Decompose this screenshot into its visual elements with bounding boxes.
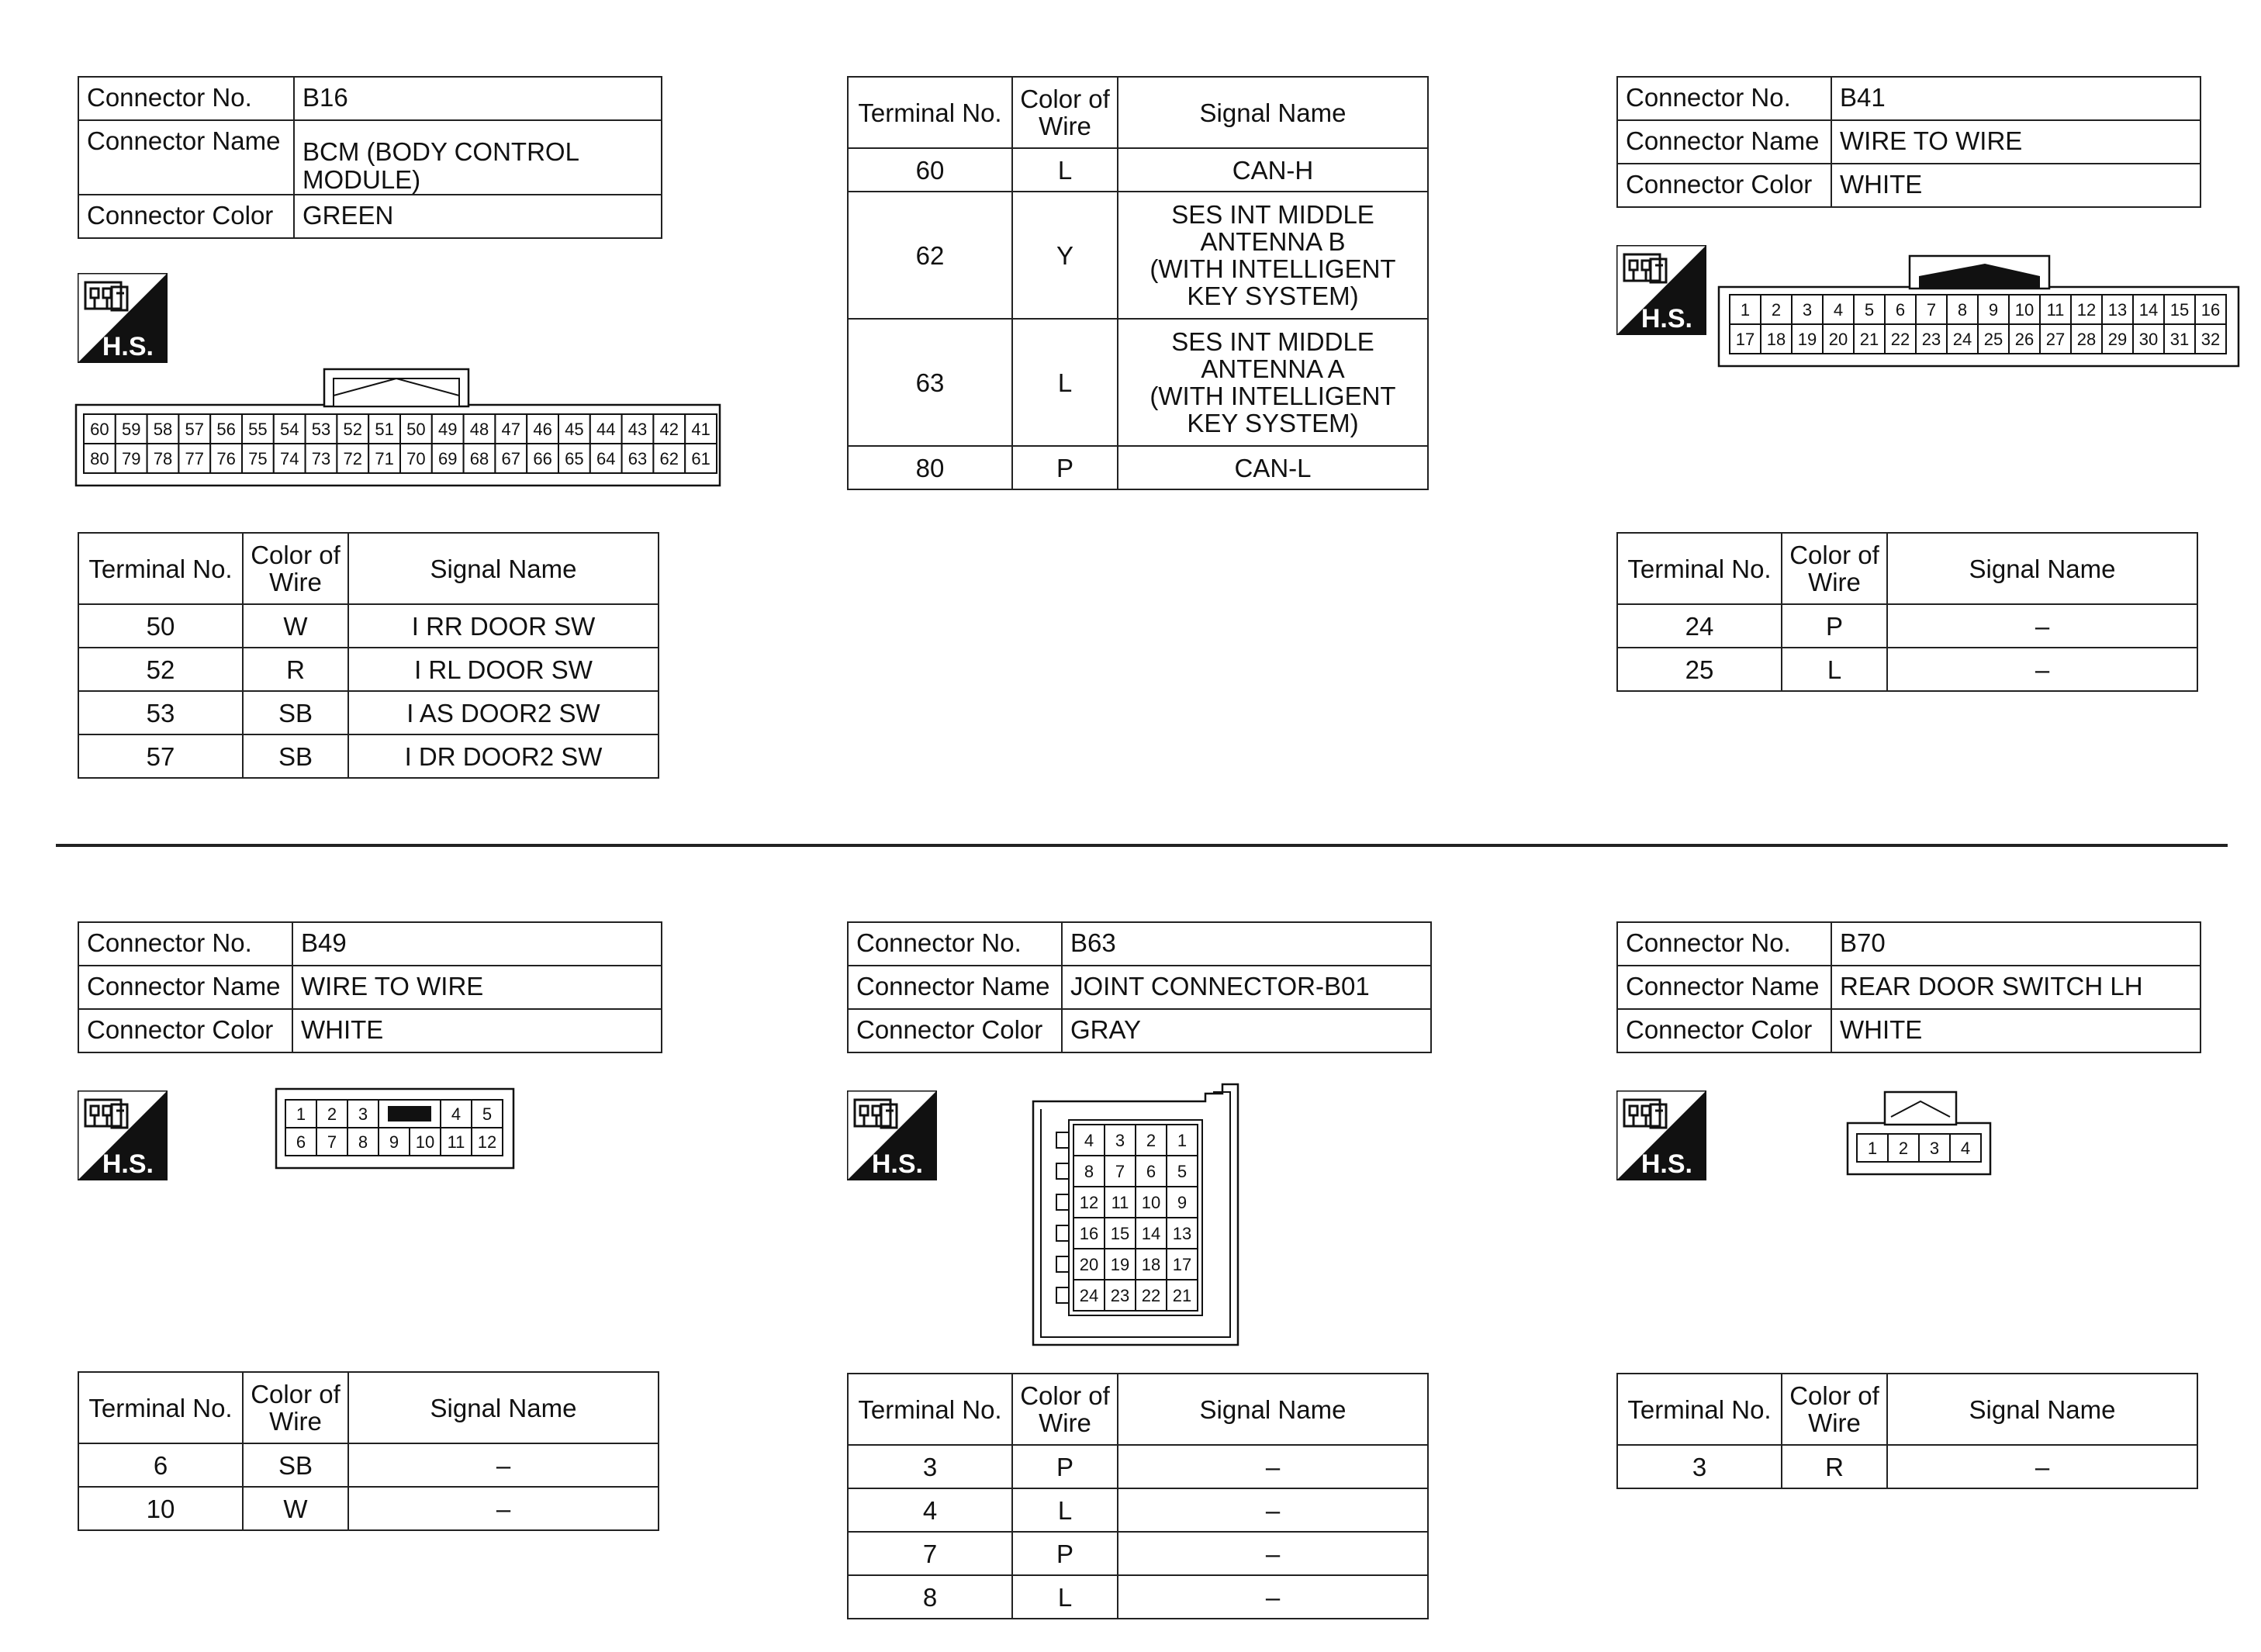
pin-label: 16 (2200, 299, 2221, 320)
table-row: 8 L – (848, 1575, 1428, 1619)
pin-label: 1 (296, 1104, 306, 1124)
pin-label: 15 (1110, 1223, 1130, 1243)
pin-label: 20 (1079, 1254, 1099, 1274)
table-row: 60 L CAN-H (848, 148, 1428, 192)
signal-name-header: Signal Name (348, 1372, 659, 1443)
connector-color-value: GREEN (294, 195, 662, 238)
terminal-no-header: Terminal No. (848, 1374, 1012, 1445)
pin-label: 6 (1895, 299, 1906, 320)
hs-label: H.S. (871, 1149, 923, 1179)
pin-label: 30 (2138, 329, 2159, 349)
pin-label: 18 (1766, 329, 1786, 349)
connector-color-label: Connector Color (1617, 164, 1831, 207)
signal-name-header: Signal Name (1118, 77, 1428, 148)
pin-label: 22 (1890, 329, 1910, 349)
pin-label: 20 (1828, 329, 1848, 349)
pin-label: 60 (90, 419, 109, 439)
table-row: 53 SB I AS DOOR2 SW (78, 691, 659, 734)
pin-label: 26 (2014, 329, 2035, 349)
pin-label: 72 (343, 448, 363, 468)
pin-label: 67 (501, 448, 521, 468)
pin-label: 13 (1172, 1223, 1192, 1243)
pin-label: 66 (533, 448, 552, 468)
pin-label: 21 (1172, 1285, 1192, 1305)
b16-terminal-table (78, 532, 659, 779)
pin-label: 54 (279, 419, 299, 439)
b16-terminal-table-continued (847, 76, 1429, 490)
table-row: 80 P CAN-L (848, 446, 1428, 489)
b41-connector-diagram (1717, 250, 2245, 374)
pin-label: 2 (1146, 1130, 1156, 1150)
b63-info-table (847, 921, 1432, 1053)
connector-name-label: Connector Name (78, 966, 292, 1009)
pin-label: 27 (2045, 329, 2066, 349)
pin-label: 2 (1771, 299, 1782, 320)
b16-connector-diagram (74, 365, 726, 489)
pin-label: 4 (1833, 299, 1844, 320)
pin-label: 9 (1177, 1192, 1188, 1212)
pin-label: 7 (1926, 299, 1937, 320)
pin-label: 61 (691, 448, 710, 468)
pin-label: 17 (1735, 329, 1755, 349)
pin-label: 64 (596, 448, 616, 468)
b41-terminal-table (1616, 532, 2198, 692)
pin-label: 1 (1740, 299, 1751, 320)
connector-no-value: B70 (1831, 922, 2200, 966)
connector-name-value: JOINT CONNECTOR-B01 (1062, 966, 1431, 1009)
table-row: 57 SB I DR DOOR2 SW (78, 734, 659, 778)
pin-label: 24 (1952, 329, 1972, 349)
pin-label: 7 (327, 1132, 337, 1152)
connector-name-value: WIRE TO WIRE (1831, 120, 2200, 164)
connector-no-label: Connector No. (1617, 77, 1831, 120)
table-row: 25 L – (1617, 648, 2197, 691)
pin-label: 23 (1110, 1285, 1130, 1305)
hs-icon (1616, 1090, 1706, 1180)
pin-label: 50 (406, 419, 426, 439)
table-row: 10 W – (78, 1487, 659, 1530)
table-row: 52 R I RL DOOR SW (78, 648, 659, 691)
terminal-no-header: Terminal No. (1617, 1374, 1782, 1445)
pin-label: 6 (296, 1132, 306, 1152)
pin-label: 16 (1079, 1223, 1099, 1243)
pin-label: 3 (1802, 299, 1813, 320)
table-row: 6 SB – (78, 1443, 659, 1487)
pin-label: 9 (389, 1132, 399, 1152)
table-row: 24 P – (1617, 604, 2197, 648)
terminal-no-header: Terminal No. (848, 77, 1012, 148)
connector-name-label: Connector Name (848, 966, 1062, 1009)
signal-name-header: Signal Name (348, 533, 659, 604)
pin-label: 45 (565, 419, 584, 439)
b63-terminal-table (847, 1373, 1429, 1619)
connector-color-label: Connector Color (78, 1009, 292, 1052)
connector-color-label: Connector Color (848, 1009, 1062, 1052)
pin-label: 71 (375, 448, 394, 468)
pin-label: 52 (343, 419, 363, 439)
pin-label: 3 (358, 1104, 368, 1124)
pin-label: 19 (1797, 329, 1817, 349)
pin-label: 32 (2200, 329, 2221, 349)
b63-connector-diagram (1032, 1083, 1249, 1354)
pin-label: 4 (451, 1104, 462, 1124)
pin-label: 1 (1867, 1138, 1878, 1158)
pin-label: 79 (121, 448, 141, 468)
pin-label: 24 (1079, 1285, 1099, 1305)
color-of-wire-header: Color of Wire (243, 533, 348, 604)
pin-label: 57 (185, 419, 205, 439)
connector-color-label: Connector Color (1617, 1009, 1831, 1052)
hs-label: H.S. (102, 332, 154, 361)
pin-label: 5 (1864, 299, 1875, 320)
pin-label: 75 (248, 448, 268, 468)
connector-name-label: Connector Name (1617, 120, 1831, 164)
pin-label: 12 (1079, 1192, 1099, 1212)
pin-label: 4 (1084, 1130, 1094, 1150)
pin-label: 9 (1988, 299, 1999, 320)
section-divider (56, 844, 2228, 847)
hs-icon (847, 1090, 937, 1180)
pin-label: 43 (627, 419, 648, 439)
pin-label: 7 (1115, 1161, 1125, 1181)
pin-label: 10 (415, 1132, 435, 1152)
pin-label: 2 (1898, 1138, 1909, 1158)
connector-color-value: WHITE (1831, 1009, 2200, 1052)
connector-no-value: B41 (1831, 77, 2200, 120)
hs-label: H.S. (1640, 1149, 1692, 1179)
pin-label: 8 (1084, 1161, 1094, 1181)
pin-label: 3 (1929, 1138, 1940, 1158)
pin-label: 17 (1172, 1254, 1192, 1274)
pin-label: 56 (216, 419, 236, 439)
connector-no-label: Connector No. (1617, 922, 1831, 966)
b49-info-table (78, 921, 662, 1053)
b49-terminal-table (78, 1371, 659, 1531)
pin-label: 51 (375, 419, 394, 439)
pin-label: 5 (1177, 1161, 1188, 1181)
pin-label: 58 (153, 419, 173, 439)
connector-no-label: Connector No. (78, 922, 292, 966)
pin-label: 47 (501, 419, 521, 439)
pin-label: 19 (1110, 1254, 1130, 1274)
pin-label: 1 (1177, 1130, 1188, 1150)
pin-label: 53 (311, 419, 331, 439)
terminal-no-header: Terminal No. (78, 1372, 243, 1443)
table-row: 4 L – (848, 1488, 1428, 1532)
color-of-wire-header: Color of Wire (1782, 533, 1887, 604)
pin-label: 6 (1146, 1161, 1156, 1181)
pin-label: 62 (659, 448, 679, 468)
b49-connector-diagram (275, 1087, 523, 1173)
pin-label: 11 (2046, 299, 2065, 320)
pin-label: 73 (311, 448, 331, 468)
pin-label: 12 (477, 1132, 497, 1152)
connector-color-value: GRAY (1062, 1009, 1431, 1052)
connector-latch-inner (334, 378, 459, 406)
pin-label: 8 (358, 1132, 368, 1152)
connector-color-value: WHITE (292, 1009, 662, 1052)
signal-name-header: Signal Name (1887, 1374, 2197, 1445)
connector-no-value: B49 (292, 922, 662, 966)
b70-info-table (1616, 921, 2201, 1053)
b16-info-table (78, 76, 662, 239)
pin-label: 78 (153, 448, 173, 468)
pin-label: 5 (482, 1104, 493, 1124)
pin-label: 28 (2076, 329, 2097, 349)
pin-label: 69 (437, 448, 458, 468)
pin-label: 70 (406, 448, 426, 468)
connector-name-label: Connector Name (78, 120, 294, 195)
table-row: 3 R – (1617, 1445, 2197, 1488)
pin-label: 14 (2138, 299, 2159, 320)
pin-label: 2 (327, 1104, 337, 1124)
connector-color-label: Connector Color (78, 195, 294, 238)
pin-label: 23 (1921, 329, 1941, 349)
pin-label: 10 (1141, 1192, 1161, 1212)
pin-label: 3 (1115, 1130, 1125, 1150)
connector-name-label: Connector Name (1617, 966, 1831, 1009)
pin-label: 31 (2169, 329, 2190, 349)
pin-label: 65 (565, 448, 584, 468)
hs-icon (78, 1090, 168, 1180)
terminal-no-header: Terminal No. (78, 533, 243, 604)
pin-label: 4 (1960, 1138, 1971, 1158)
table-row: 50 W I RR DOOR SW (78, 604, 659, 648)
b70-terminal-table (1616, 1373, 2198, 1489)
pin-label: 15 (2169, 299, 2190, 320)
table-row: 63 L SES INT MIDDLE ANTENNA A (WITH INTELLIGENT KEY SYSTEM) (848, 319, 1428, 446)
pin-label: 25 (1983, 329, 2003, 349)
connector-key (388, 1106, 431, 1121)
connector-color-value: WHITE (1831, 164, 2200, 207)
connector-no-value: B63 (1062, 922, 1431, 966)
pin-label: 63 (627, 448, 648, 468)
connector-no-label: Connector No. (848, 922, 1062, 966)
pin-label: 59 (121, 419, 141, 439)
connector-no-label: Connector No. (78, 77, 294, 120)
table-row: 3 P – (848, 1445, 1428, 1488)
table-row: 62 Y SES INT MIDDLE ANTENNA B (WITH INTELLIGENT KEY SYSTEM) (848, 192, 1428, 319)
pin-label: 29 (2107, 329, 2128, 349)
hs-label: H.S. (1640, 304, 1692, 334)
pin-label: 11 (447, 1132, 465, 1152)
terminal-no-header: Terminal No. (1617, 533, 1782, 604)
pin-label: 49 (437, 419, 458, 439)
table-row: 7 P – (848, 1532, 1428, 1575)
pin-label: 44 (596, 419, 616, 439)
color-of-wire-header: Color of Wire (1012, 77, 1118, 148)
pin-label: 46 (533, 419, 552, 439)
hs-label: H.S. (102, 1149, 154, 1179)
pin-label: 77 (185, 448, 205, 468)
pin-label: 74 (279, 448, 299, 468)
pin-label: 48 (469, 419, 489, 439)
pin-label: 8 (1957, 299, 1968, 320)
pin-label: 22 (1141, 1285, 1161, 1305)
signal-name-header: Signal Name (1887, 533, 2197, 604)
pin-label: 18 (1141, 1254, 1161, 1274)
pin-label: 21 (1859, 329, 1879, 349)
pin-label: 11 (1111, 1192, 1129, 1212)
pin-label: 80 (90, 448, 109, 468)
hs-icon (1616, 245, 1706, 335)
color-of-wire-header: Color of Wire (1782, 1374, 1887, 1445)
b41-info-table (1616, 76, 2201, 208)
connector-name-value: BCM (BODY CONTROL MODULE) (294, 120, 662, 195)
pin-label: 12 (2076, 299, 2097, 320)
b70-connector-diagram (1846, 1086, 2001, 1179)
signal-name-header: Signal Name (1118, 1374, 1428, 1445)
pin-label: 42 (659, 419, 679, 439)
pin-label: 55 (248, 419, 268, 439)
pin-label: 41 (691, 419, 710, 439)
pin-label: 76 (216, 448, 236, 468)
connector-latch (1885, 1092, 1956, 1125)
color-of-wire-header: Color of Wire (243, 1372, 348, 1443)
pin-label: 13 (2107, 299, 2128, 320)
connector-no-value: B16 (294, 77, 662, 120)
color-of-wire-header: Color of Wire (1012, 1374, 1118, 1445)
pin-label: 10 (2014, 299, 2035, 320)
pin-label: 14 (1141, 1223, 1161, 1243)
hs-icon (78, 273, 168, 363)
pin-label: 68 (469, 448, 489, 468)
connector-name-value: REAR DOOR SWITCH LH (1831, 966, 2200, 1009)
connector-name-value: WIRE TO WIRE (292, 966, 662, 1009)
